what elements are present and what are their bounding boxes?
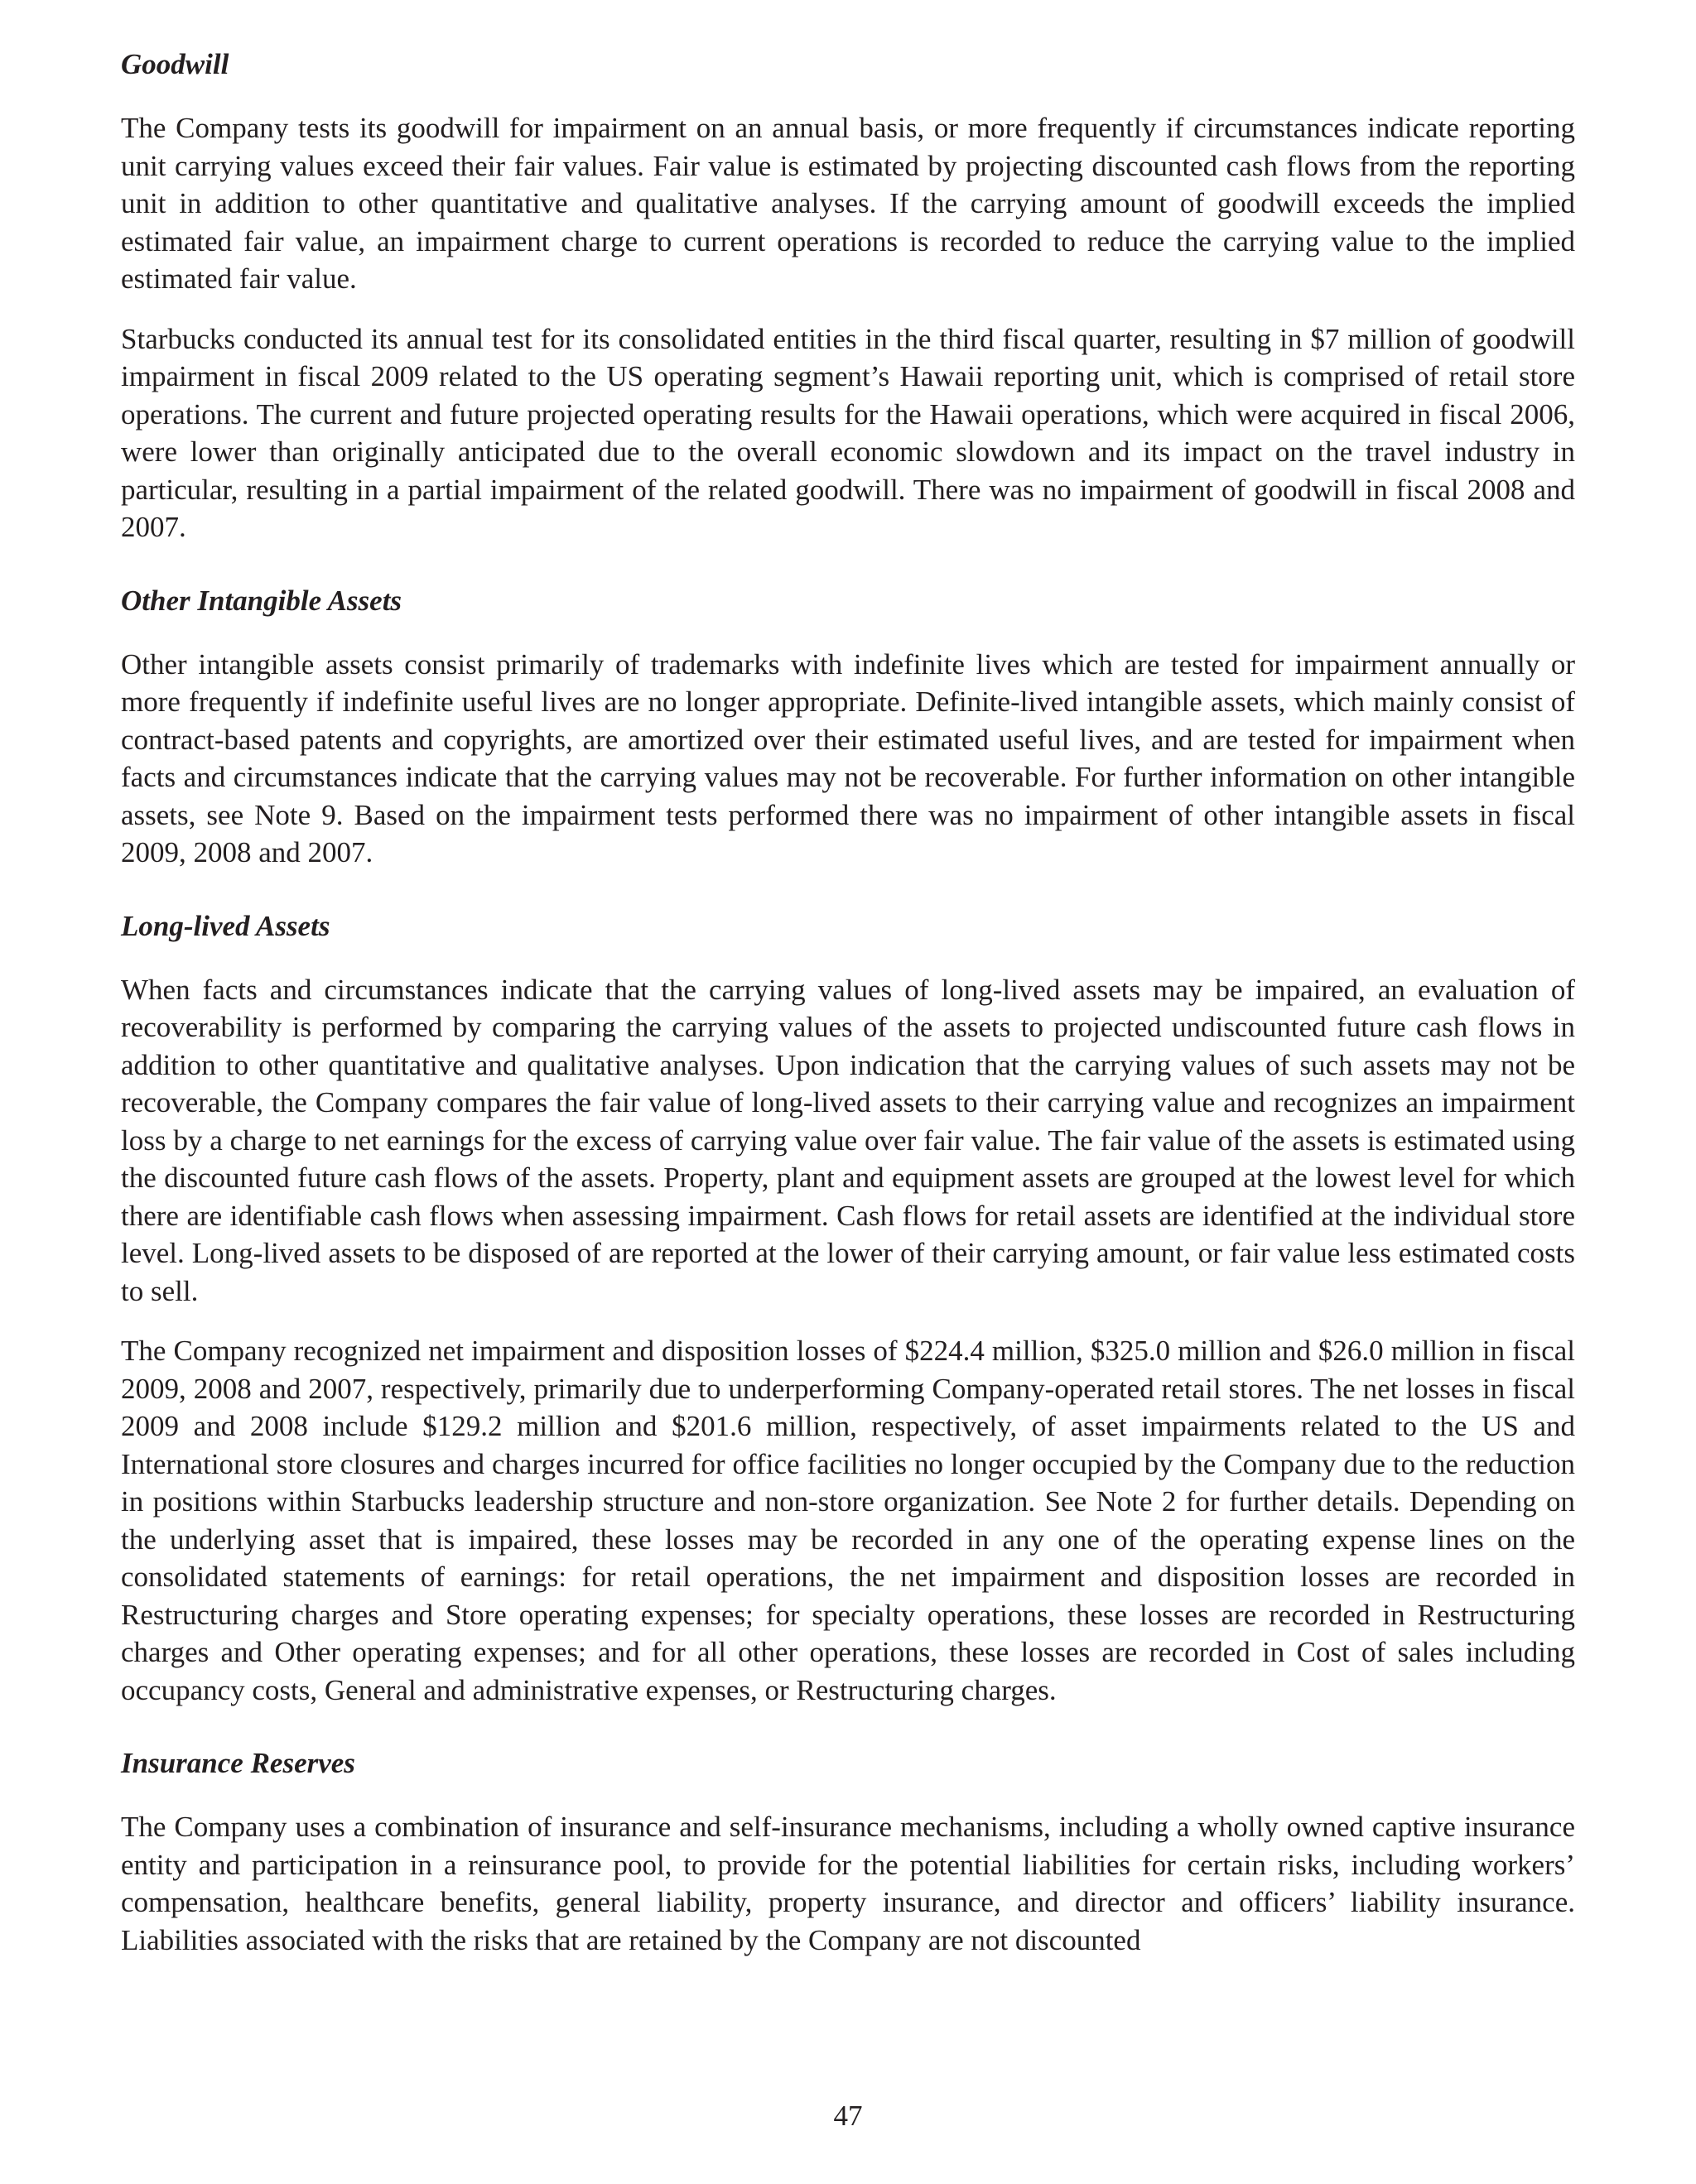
paragraph: The Company uses a combination of insurance and self-insurance mechanisms, including a wholly owned captive insurance entity and participation in a reinsurance pool, to provide for the potential liabilities for certain risks, including workers’ compensation, healthcare benefits, general liability, property insurance, and director and officers’ liability insurance. Liabilities associated with the risks that are retained by the Company are not discounted bbox=[121, 1811, 1575, 1956]
paragraph: Starbucks conducted its annual test for its consolidated entities in the third fiscal quarter, resulting in $7 million of goodwill impairment in fiscal 2009 related to the US operating segment’s Hawaii reporting unit, which is comprised of retail store operations. The current and future projected operating results for the Hawaii operations, which were acquired in fiscal 2006, were lower than originally anticipated due to the overall economic slowdown and its impact on the travel industry in particular, resulting in a partial impairment of the related goodwill. There was no impairment of goodwill in fiscal 2008 and 2007. bbox=[121, 322, 1575, 543]
paragraph: When facts and circumstances indicate that the carrying values of long-lived assets may be impaired, an evaluation of recoverability is performed by comparing the carrying values of the assets to projected undiscounted future cash flows in addition to other quantitative and qualitative analyses. Upon indication that the carrying values of such assets may not be recoverable, the Company compares the fair value of long-lived assets to their carrying value and recognizes an impairment loss by a charge to net earnings for the excess of carrying value over fair value. The fair value of the assets is estimated using the discounted future cash flows of the assets. Property, plant and equipment assets are grouped at the lowest level for which there are identifiable cash flows when assessing impairment. Cash flows for retail assets are identified at the individual store level. Long-lived assets to be disposed of are reported at the lower of their carrying amount, or fair value less estimated costs to sell. bbox=[121, 973, 1575, 1307]
section-heading: Long-lived Assets bbox=[121, 909, 330, 942]
section-heading: Goodwill bbox=[121, 48, 229, 80]
section-heading: Other Intangible Assets bbox=[121, 584, 402, 617]
section-insurance-reserves bbox=[121, 1747, 1575, 1959]
section-goodwill bbox=[121, 48, 1575, 546]
paragraph: The Company tests its goodwill for impairment on an annual basis, or more frequently if circumstances indicate reporting unit carrying values exceed their fair values. Fair value is estimated by projecting discounted cash flows from the reporting unit in addition to other quantitative and qualitative analyses. If the carrying amount of goodwill exceeds the implied estimated fair value, an impairment charge to current operations is recorded to reduce the carrying value to the implied estimated fair value. bbox=[121, 112, 1575, 295]
document-page bbox=[121, 48, 1575, 1981]
section-other-intangible-assets bbox=[121, 584, 1575, 872]
section-heading: Insurance Reserves bbox=[121, 1747, 355, 1779]
page-number: 47 bbox=[833, 2100, 863, 2132]
paragraph: The Company recognized net impairment and disposition losses of $224.4 million, $325.0 million and $26.0 million in fiscal 2009, 2008 and 2007, respectively, primarily due to underperforming Company-operated retail stores. The net losses in fiscal 2009 and 2008 include $129.2 million and $201.6 million, respectively, of asset impairments related to the US and International store closures and charges incurred for office facilities no longer occupied by the Company due to the reduction in positions within Starbucks leadership structure and non-store organization. See Note 2 for further details. Depending on the underlying asset that is impaired, these losses may be recorded in any one of the operating expense lines on the consolidated statements of earnings: for retail operations, the net impairment and disposition losses are recorded in Restructuring charges and Store operating expenses; for specialty operations, these losses are recorded in Restructuring charges and Other operating expenses; and for all other operations, these losses are recorded in Cost of sales including occupancy costs, General and administrative expenses, or Restructuring charges. bbox=[121, 1335, 1575, 1706]
section-long-lived-assets bbox=[121, 910, 1575, 1710]
paragraph: Other intangible assets consist primarily of trademarks with indefinite lives which are tested for impairment annually or more frequently if indefinite useful lives are no longer appropriate. Definite-lived intangible assets, which mainly consist of contract-based patents and copyrights, are amortized over their estimated useful lives, and are tested for impairment when facts and circumstances indicate that the carrying values may not be recoverable. For further information on other intangible assets, see Note 9. Based on the impairment tests performed there was no impairment of other intangible assets in fiscal 2009, 2008 and 2007. bbox=[121, 647, 1575, 868]
